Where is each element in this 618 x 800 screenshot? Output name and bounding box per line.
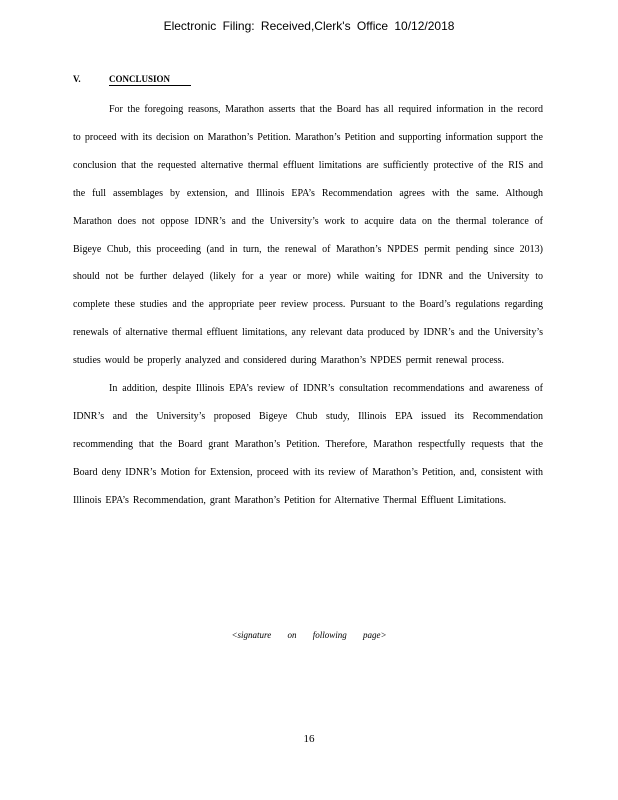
page-number: 16 [303,733,315,745]
paragraph-1: For the foregoing reasons, Marathon asserts that the Board has all required information in the record to proceed with its decision on Marathon’s Petition. Marathon’s Petition and supporting information support the conclusion that the requested alternative thermal effluent limitations are sufficiently protective of the RIS and the full assemblages by extension, and Illinois EPA’s Recommendation agrees with the same. Although Marathon does not oppose IDNR’s and the University’s work to acquire data on the thermal tolerance of Bigeye Chub, this proceeding (and in turn, the renewal of Marathon’s NPDES permit pending since 2013) should not be further delayed (likely for a year or more) while waiting for IDNR and the University to complete these studies and the appropriate peer review process. Pursuant to the Board’s regulations regarding renewals of alternative thermal effluent limitations, any relevant data produced by IDNR’s and the University’s studies would be properly analyzed and considered during Marathon’s NPDES permit renewal process. [73,104,543,367]
conclusion-body [73,96,543,515]
signature-note: <signature on following page> [231,630,387,640]
electronic-filing-stamp: Electronic Filing: Received,Clerk's Office 10/12/2018 [163,19,455,33]
section-heading [73,74,191,86]
paragraph-2: In addition, despite Illinois EPA’s review of IDNR’s consultation recommendations and awareness of IDNR’s and the University’s proposed Bigeye Chub study, Illinois EPA issued its Recommendation recommending that the Board grant Marathon’s Petition. Therefore, Marathon respectfully requests that the Board deny IDNR’s Motion for Extension, proceed with its review of Marathon’s Petition, and, consistent with Illinois EPA’s Recommendation, grant Marathon’s Petition for Alternative Thermal Effluent Limitations. [73,383,543,506]
section-number: V. [73,74,81,84]
section-title: CONCLUSION [109,74,191,86]
